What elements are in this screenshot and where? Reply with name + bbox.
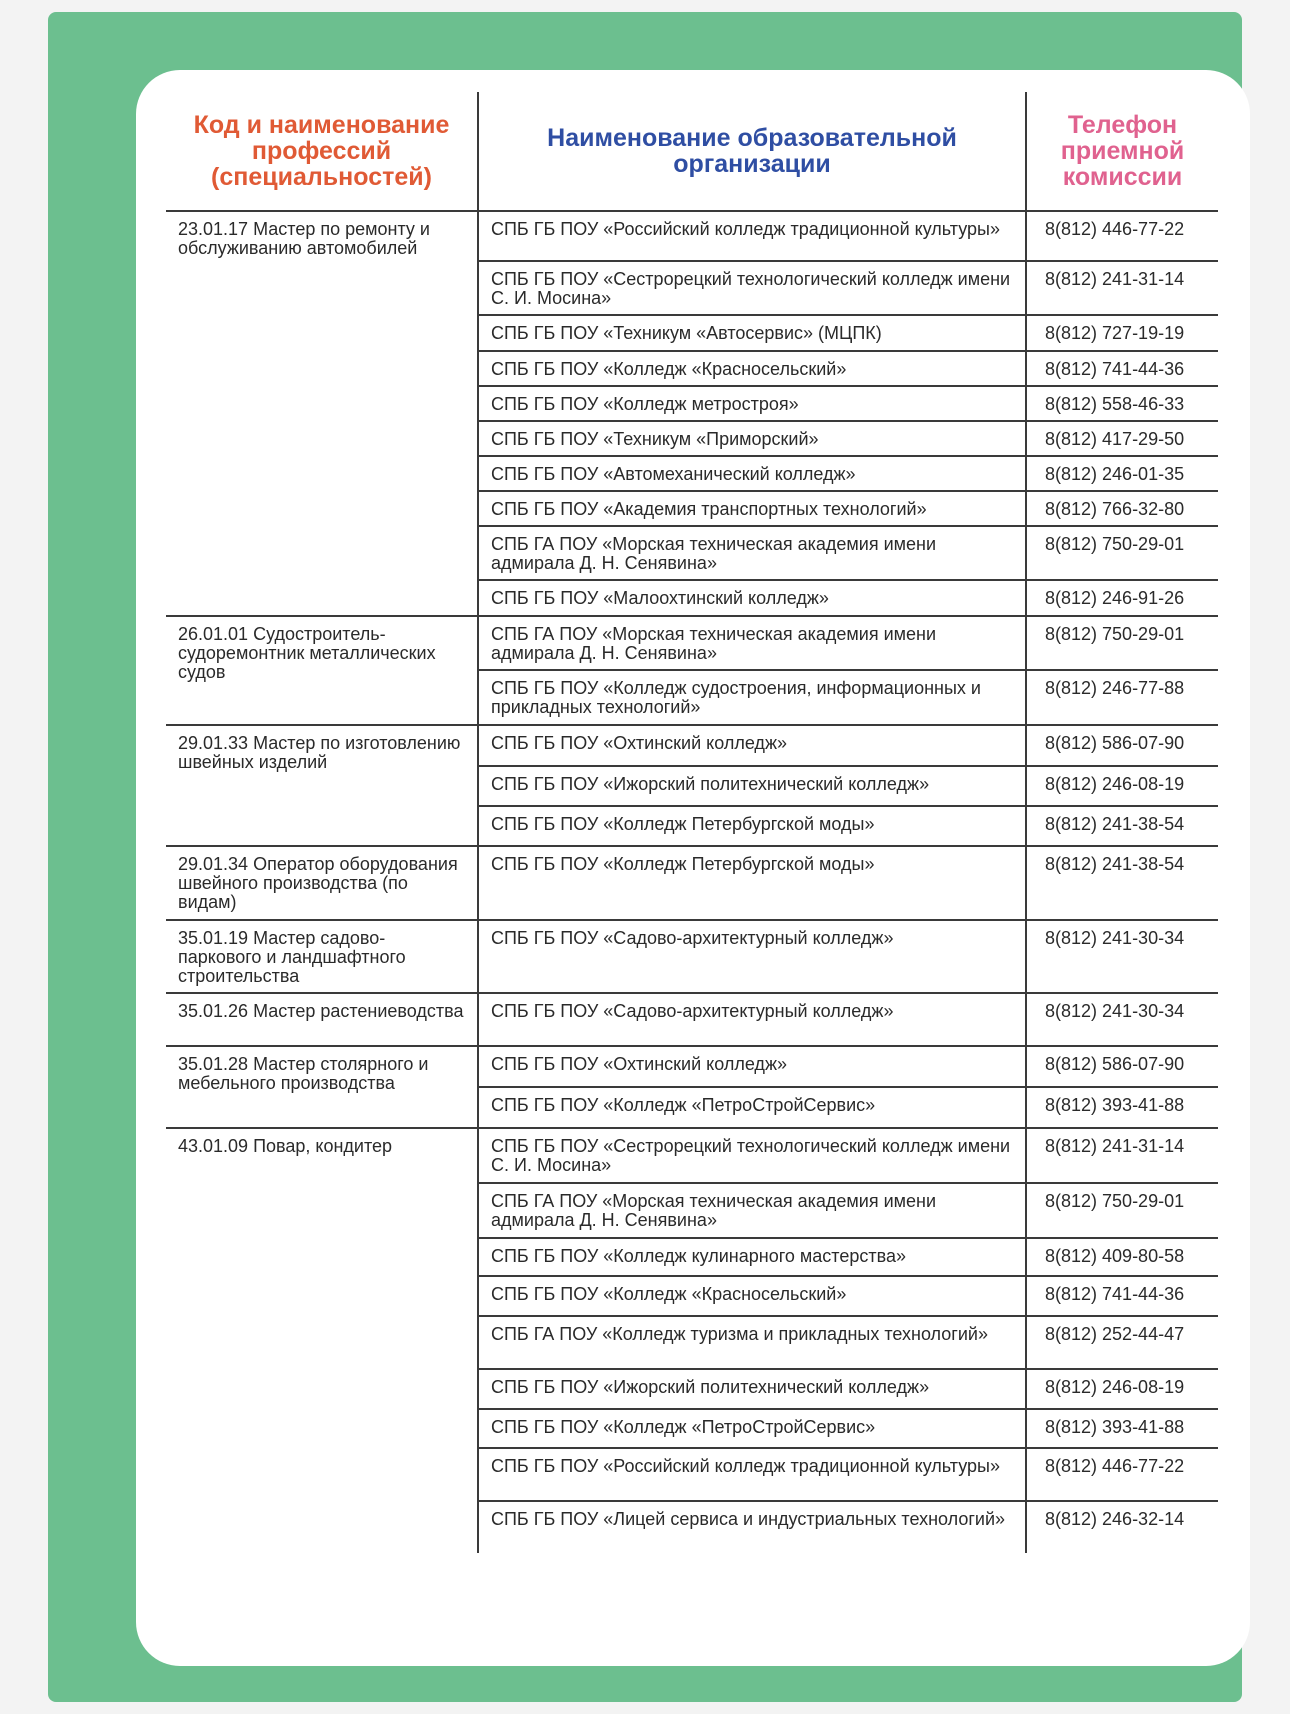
phone-cell: 8(812) 246-77-88: [1026, 670, 1218, 725]
header-phone: Телефон приемной комиссии: [1026, 92, 1218, 211]
phone-cell: 8(812) 241-30-34: [1026, 993, 1218, 1046]
organization-cell: СПБ ГБ ПОУ «Сестрорецкий технологический колледж имени С. И. Мосина»: [478, 261, 1026, 315]
green-frame: [48, 12, 1242, 1702]
table-row: [166, 1128, 1218, 1183]
organization-cell: СПБ ГА ПОУ «Морская техническая академия имени адмирала Д. Н. Сенявина»: [478, 1183, 1026, 1238]
header-organization: Наименование образовательной организации: [478, 92, 1026, 211]
organization-cell: СПБ ГА ПОУ «Морская техническая академия имени адмирала Д. Н. Сенявина»: [478, 616, 1026, 670]
profession-cell: 29.01.33 Мастер по изготовлению швейных изделий: [166, 725, 478, 846]
table-row: [166, 1046, 1218, 1087]
phone-cell: 8(812) 241-38-54: [1026, 806, 1218, 846]
organization-cell: СПБ ГБ ПОУ «Колледж Петербургской моды»: [478, 846, 1026, 920]
profession-cell: 35.01.28 Мастер столярного и мебельного производства: [166, 1046, 478, 1128]
organization-cell: СПБ ГБ ПОУ «Колледж Петербургской моды»: [478, 806, 1026, 846]
phone-cell: 8(812) 766-32-80: [1026, 491, 1218, 526]
organization-cell: СПБ ГБ ПОУ «Садово-архитектурный колледж»: [478, 920, 1026, 993]
organization-cell: СПБ ГБ ПОУ «Ижорский политехнический колледж»: [478, 766, 1026, 806]
phone-cell: 8(812) 246-08-19: [1026, 1369, 1218, 1409]
organization-cell: СПБ ГБ ПОУ «Колледж «ПетроСтройСервис»: [478, 1087, 1026, 1128]
table-body: [166, 211, 1218, 1553]
profession-cell: 29.01.34 Оператор оборудования швейного производства (по видам): [166, 846, 478, 920]
phone-cell: 8(812) 446-77-22: [1026, 1448, 1218, 1501]
organization-cell: СПБ ГА ПОУ «Морская техническая академия имени адмирала Д. Н. Сенявина»: [478, 526, 1026, 580]
colleges-table: [166, 92, 1218, 1553]
table-header: [166, 92, 1218, 211]
phone-cell: 8(812) 393-41-88: [1026, 1409, 1218, 1448]
phone-cell: 8(812) 252-44-47: [1026, 1316, 1218, 1369]
header-profession: Код и наименование профессий (специальностей): [193, 111, 450, 191]
phone-cell: 8(812) 727-19-19: [1026, 315, 1218, 351]
phone-cell: 8(812) 417-29-50: [1026, 421, 1218, 456]
organization-cell: СПБ ГБ ПОУ «Сестрорецкий технологический колледж имени С. И. Мосина»: [478, 1128, 1026, 1183]
organization-cell: СПБ ГБ ПОУ «Российский колледж традиционной культуры»: [478, 211, 1026, 261]
organization-cell: СПБ ГБ ПОУ «Охтинский колледж»: [478, 725, 1026, 766]
phone-cell: 8(812) 446-77-22: [1026, 211, 1218, 261]
organization-cell: СПБ ГБ ПОУ «Колледж «Красносельский»: [478, 351, 1026, 386]
phone-cell: 8(812) 741-44-36: [1026, 351, 1218, 386]
organization-cell: СПБ ГА ПОУ «Колледж туризма и прикладных технологий»: [478, 1316, 1026, 1369]
organization-cell: СПБ ГБ ПОУ «Автомеханический колледж»: [478, 456, 1026, 491]
phone-cell: 8(812) 241-38-54: [1026, 846, 1218, 920]
profession-cell: 35.01.19 Мастер садово-паркового и ландшафтного строительства: [166, 920, 478, 993]
phone-cell: 8(812) 750-29-01: [1026, 526, 1218, 580]
profession-cell: 26.01.01 Судостроитель-судоремонтник металлических судов: [166, 616, 478, 725]
phone-cell: 8(812) 241-31-14: [1026, 1128, 1218, 1183]
phone-cell: 8(812) 750-29-01: [1026, 616, 1218, 670]
profession-cell: 23.01.17 Мастер по ремонту и обслуживанию автомобилей: [166, 211, 478, 616]
table-row: [166, 211, 1218, 261]
organization-cell: СПБ ГБ ПОУ «Охтинский колледж»: [478, 1046, 1026, 1087]
document-card: [136, 70, 1250, 1666]
organization-cell: СПБ ГБ ПОУ «Колледж метростроя»: [478, 386, 1026, 421]
organization-cell: СПБ ГБ ПОУ «Колледж кулинарного мастерства»: [478, 1238, 1026, 1276]
table-row: [166, 993, 1218, 1046]
phone-cell: 8(812) 558-46-33: [1026, 386, 1218, 421]
phone-cell: 8(812) 246-08-19: [1026, 766, 1218, 806]
phone-cell: 8(812) 750-29-01: [1026, 1183, 1218, 1238]
phone-cell: 8(812) 409-80-58: [1026, 1238, 1218, 1276]
phone-cell: 8(812) 741-44-36: [1026, 1276, 1218, 1316]
table-row: [166, 616, 1218, 670]
organization-cell: СПБ ГБ ПОУ «Колледж «ПетроСтройСервис»: [478, 1409, 1026, 1448]
organization-cell: СПБ ГБ ПОУ «Техникум «Автосервис» (МЦПК): [478, 315, 1026, 351]
phone-cell: 8(812) 586-07-90: [1026, 725, 1218, 766]
phone-cell: 8(812) 586-07-90: [1026, 1046, 1218, 1087]
organization-cell: СПБ ГБ ПОУ «Лицей сервиса и индустриальных технологий»: [478, 1501, 1026, 1553]
organization-cell: СПБ ГБ ПОУ «Колледж «Красносельский»: [478, 1276, 1026, 1316]
table-row: [166, 920, 1218, 993]
organization-cell: СПБ ГБ ПОУ «Российский колледж традиционной культуры»: [478, 1448, 1026, 1501]
table-row: [166, 725, 1218, 766]
profession-cell: 35.01.26 Мастер растениеводства: [166, 993, 478, 1046]
organization-cell: СПБ ГБ ПОУ «Садово-архитектурный колледж»: [478, 993, 1026, 1046]
phone-cell: 8(812) 241-30-34: [1026, 920, 1218, 993]
phone-cell: 8(812) 393-41-88: [1026, 1087, 1218, 1128]
phone-cell: 8(812) 246-32-14: [1026, 1501, 1218, 1553]
organization-cell: СПБ ГБ ПОУ «Академия транспортных технологий»: [478, 491, 1026, 526]
phone-cell: 8(812) 246-01-35: [1026, 456, 1218, 491]
organization-cell: СПБ ГБ ПОУ «Колледж судостроения, информационных и прикладных технологий»: [478, 670, 1026, 725]
organization-cell: СПБ ГБ ПОУ «Малоохтинский колледж»: [478, 580, 1026, 616]
profession-cell: 43.01.09 Повар, кондитер: [166, 1128, 478, 1553]
phone-cell: 8(812) 246-91-26: [1026, 580, 1218, 616]
organization-cell: СПБ ГБ ПОУ «Техникум «Приморский»: [478, 421, 1026, 456]
phone-cell: 8(812) 241-31-14: [1026, 261, 1218, 315]
table-row: [166, 846, 1218, 920]
organization-cell: СПБ ГБ ПОУ «Ижорский политехнический колледж»: [478, 1369, 1026, 1409]
